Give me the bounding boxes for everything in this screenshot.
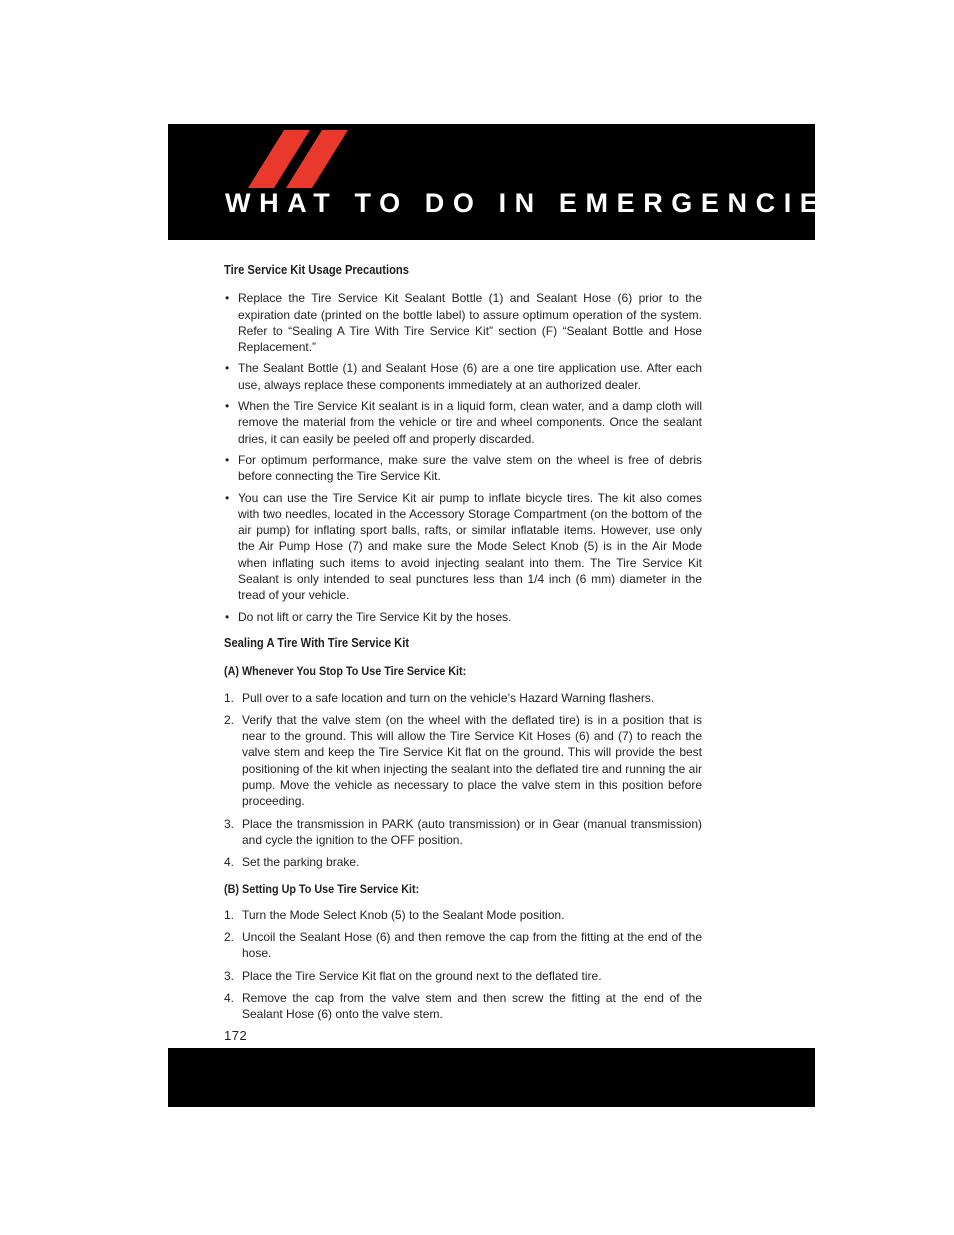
list-item-text: Set the parking brake. [242,855,360,870]
step-number: 2. [224,930,235,945]
list-item [224,712,702,810]
bullet-mark: • [225,361,230,376]
twin-stripes-logo-icon [248,130,358,190]
footer-band [168,1048,815,1107]
list-item [224,854,702,870]
steps-list-a [224,690,702,871]
list-item-text: The Sealant Bottle (1) and Sealant Hose (6) are a one tire application use. After each use, always replace these components immediately at an authorized dealer. [238,361,702,392]
list-item-text: Pull over to a safe location and turn on the vehicle’s Hazard Warning flashers. [242,690,655,705]
list-item [224,452,702,485]
list-item [224,690,702,706]
step-number: 3. [224,968,235,983]
list-item [224,398,702,447]
list-item-text: Place the Tire Service Kit flat on the ground next to the deflated tire. [242,968,602,983]
step-number: 4. [224,990,235,1005]
bullet-mark: • [225,399,230,414]
list-item [224,360,702,393]
list-item-text: Place the transmission in PARK (auto transmission) or in Gear (manual transmission) and cycle the ignition to the OFF position. [242,816,702,847]
list-item-text: You can use the Tire Service Kit air pump to inflate bicycle tires. The kit also comes with two needles, located in the Accessory Storage Compartment (on the bottom of the air pump) for inflating sport balls, rafts, or similar inflatable items. However, use only the Air Pump Hose (7) and make sure the Mode Select Knob (5) is in the Air Mode when inflating such items to avoid injecting sealant into them. The Tire Service Kit Sealant is only intended to seal punctures less than 1/4 inch (6 mm) diameter in the tread of your vehicle. [238,490,702,603]
bullet-mark: • [225,452,230,467]
list-item-text: When the Tire Service Kit sealant is in a liquid form, clean water, and a damp cloth will remove the material from the vehicle or tire and wheel components. Once the sealant dries, it can easily be peeled off and properly discarded. [238,399,702,446]
list-item [224,609,702,625]
bullet-mark: • [225,490,230,505]
list-item [224,990,702,1023]
step-number: 1. [224,690,235,705]
step-number: 1. [224,907,235,922]
bullet-mark: • [225,609,230,624]
page-header-title: WHAT TO DO IN EMERGENCIES [225,188,854,218]
section-title-sealing: Sealing A Tire With Tire Service Kit [224,634,410,650]
list-item [224,968,702,984]
step-number: 4. [224,855,235,870]
list-item [224,490,702,604]
header-band [168,124,854,240]
list-item [224,816,702,849]
list-item [224,907,702,923]
bullet-mark: • [225,291,230,306]
step-number: 2. [224,712,235,727]
list-item-text: Uncoil the Sealant Hose (6) and then remove the cap from the fitting at the end of the hose. [242,930,702,961]
list-item-text: Do not lift or carry the Tire Service Kit by the hoses. [238,609,512,624]
step-number: 3. [224,816,235,831]
list-item [224,290,702,355]
page-content [224,262,702,1033]
steps-list-b [224,907,702,1023]
subsection-title-b: (B) Setting Up To Use Tire Service Kit: [224,881,420,896]
subsection-title-a: (A) Whenever You Stop To Use Tire Service Kit: [224,664,467,679]
list-item-text: Remove the cap from the valve stem and then screw the fitting at the end of the Sealant Hose (6) onto the valve stem. [242,990,702,1022]
list-item-text: Replace the Tire Service Kit Sealant Bottle (1) and Sealant Hose (6) prior to the expiration date (printed on the bottle label) to assure optimum operation of the system. Refer to “Sealing A Tire With Tire Service Kit” section (F) “Sealant Bottle and Hose Replacement.” [238,291,702,355]
list-item [224,929,702,962]
list-item-text: Verify that the valve stem (on the wheel with the deflated tire) is in a position that is near to the ground. This will allow the Tire Service Kit Hoses (6) and (7) to reach the valve stem and keep the Tire Service Kit flat on the ground. This will provide the best positioning of the kit when injecting the sealant into the deflated tire and running the air pump. Move the vehicle as necessary to place the valve stem in this position before proceeding. [242,712,702,809]
list-item-text: Turn the Mode Select Knob (5) to the Sealant Mode position. [242,907,565,922]
page-number: 172 [224,1028,248,1043]
section-title-precautions: Tire Service Kit Usage Precautions [224,262,409,277]
precautions-list [224,290,702,625]
list-item-text: For optimum performance, make sure the valve stem on the wheel is free of debris before connecting the Tire Service Kit. [238,452,702,484]
